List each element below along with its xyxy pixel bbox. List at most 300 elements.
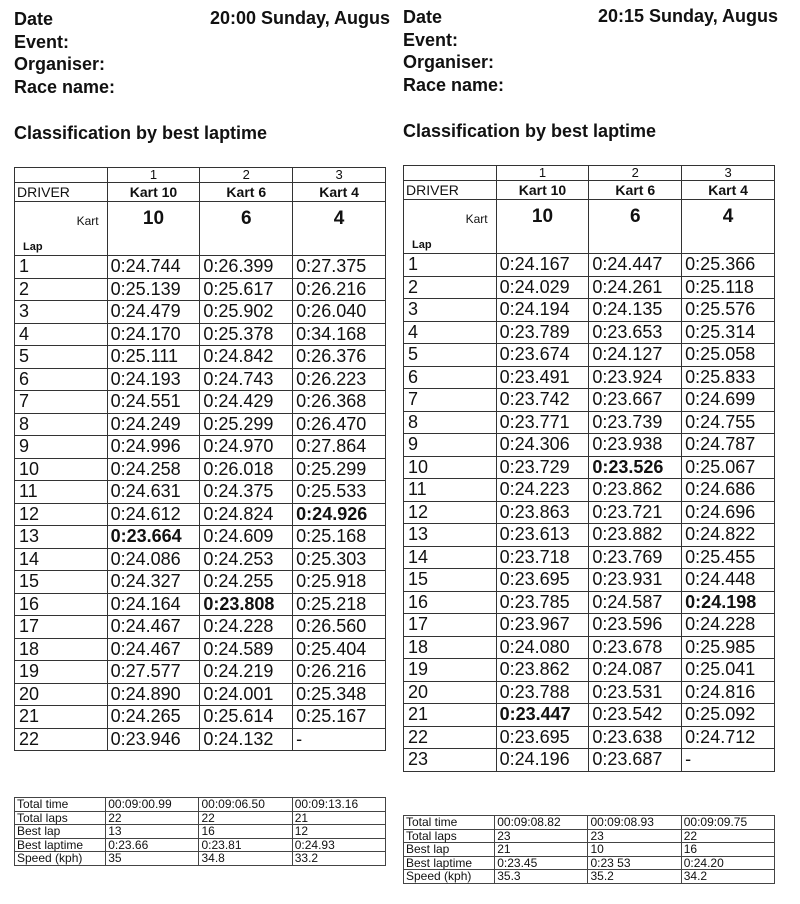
summary-value: 33.2: [292, 852, 385, 866]
lap-number: 7: [15, 391, 108, 414]
kart-lap-label-cell: [404, 200, 497, 254]
lap-time: 0:23.596: [589, 614, 682, 637]
lap-row: [15, 728, 386, 751]
event-label: Event:: [14, 31, 70, 52]
lap-time: 0:24.890: [107, 683, 200, 706]
lap-time: 0:25.111: [107, 346, 200, 369]
result-sheet-right: [400, 0, 800, 904]
driver-label: DRIVER: [15, 183, 108, 202]
lap-time: 0:24.587: [589, 591, 682, 614]
lap-row: [15, 278, 386, 301]
lap-time: 0:34.168: [293, 323, 386, 346]
lap-number: 5: [404, 344, 497, 367]
lap-time: 0:23.729: [496, 456, 589, 479]
lap-number: 20: [15, 683, 108, 706]
lap-time: 0:26.368: [293, 391, 386, 414]
lap-time: 0:26.399: [200, 256, 293, 279]
lap-row: [15, 571, 386, 594]
lap-number: 9: [404, 434, 497, 457]
lap-time: 0:23.863: [496, 501, 589, 524]
lap-time: 0:24.087: [589, 659, 682, 682]
lap-number: 11: [404, 479, 497, 502]
best-lap-time: 0:24.926: [293, 503, 386, 526]
lap-rows: [15, 256, 386, 751]
lap-time: 0:26.223: [293, 368, 386, 391]
lap-time: 0:25.058: [682, 344, 775, 367]
kart-label: Kart: [465, 212, 488, 226]
summary-label: Speed (kph): [15, 852, 106, 866]
lap-time: 0:23.862: [589, 479, 682, 502]
position-cell: 2: [589, 166, 682, 181]
lap-time: 0:25.314: [682, 321, 775, 344]
lap-number: 22: [15, 728, 108, 751]
lap-row: [404, 276, 775, 299]
lap-number: 10: [404, 456, 497, 479]
lap-time: 0:24.375: [200, 481, 293, 504]
lap-time: 0:25.614: [200, 706, 293, 729]
lap-row: [15, 661, 386, 684]
lap-number: 4: [404, 321, 497, 344]
lap-time: 0:24.696: [682, 501, 775, 524]
summary-rows: [404, 816, 775, 884]
lap-time: 0:24.080: [496, 636, 589, 659]
lap-time: 0:25.167: [293, 706, 386, 729]
lap-time: 0:24.686: [682, 479, 775, 502]
lap-time: 0:24.631: [107, 481, 200, 504]
summary-label: Total time: [404, 816, 495, 830]
driver-name: Kart 4: [682, 181, 775, 200]
lap-row: [15, 548, 386, 571]
lap-time: 0:24.223: [496, 479, 589, 502]
lap-time: 0:25.533: [293, 481, 386, 504]
lap-number: 20: [404, 681, 497, 704]
lap-row: [404, 546, 775, 569]
best-lap-time: 0:23.447: [496, 704, 589, 727]
lap-time: 0:24.816: [682, 681, 775, 704]
lap-time: 0:24.589: [200, 638, 293, 661]
lap-time: 0:25.617: [200, 278, 293, 301]
summary-value: 16: [681, 843, 774, 857]
summary-value: 0:24.93: [292, 838, 385, 852]
lap-time: 0:23.938: [589, 434, 682, 457]
lap-time: 0:23.695: [496, 569, 589, 592]
lap-time: 0:25.348: [293, 683, 386, 706]
lap-time: 0:24.609: [200, 526, 293, 549]
summary-row: [15, 825, 386, 839]
kart-number: 6: [589, 200, 682, 254]
lap-time: 0:24.755: [682, 411, 775, 434]
lap-row: [404, 749, 775, 772]
kart-number: 4: [682, 200, 775, 254]
lap-time: 0:24.970: [200, 436, 293, 459]
lap-row: [15, 458, 386, 481]
lap-time: 0:26.560: [293, 616, 386, 639]
lap-number: 8: [404, 411, 497, 434]
position-cell: 1: [107, 168, 200, 183]
date-label: Date: [403, 7, 443, 27]
lap-number: 13: [15, 526, 108, 549]
driver-label: DRIVER: [404, 181, 497, 200]
lap-number: 17: [15, 616, 108, 639]
lap-time: 0:27.375: [293, 256, 386, 279]
lap-time: 0:24.787: [682, 434, 775, 457]
lap-number: 2: [404, 276, 497, 299]
summary-value: 21: [292, 811, 385, 825]
summary-value: 35.2: [588, 870, 681, 884]
date-label: Date: [14, 9, 54, 29]
lap-time: 0:24.258: [107, 458, 200, 481]
summary-label: Speed (kph): [404, 870, 495, 884]
lap-row: [15, 301, 386, 324]
lap-number: 22: [404, 726, 497, 749]
lap-number: 3: [15, 301, 108, 324]
summary-row: [15, 852, 386, 866]
position-cell: 3: [682, 166, 775, 181]
lap-number: 6: [404, 366, 497, 389]
lap-row: [404, 524, 775, 547]
summary-row: [15, 811, 386, 825]
best-lap-time: 0:24.198: [682, 591, 775, 614]
lap-time: 0:24.193: [107, 368, 200, 391]
summary-value: 13: [106, 825, 199, 839]
lap-number: 16: [15, 593, 108, 616]
lap-time: 0:24.167: [496, 254, 589, 277]
driver-name: Kart 10: [107, 183, 200, 202]
summary-value: 00:09:06.50: [199, 798, 292, 812]
lap-row: [15, 481, 386, 504]
position-cell: 3: [293, 168, 386, 183]
lap-time: 0:24.261: [589, 276, 682, 299]
summary-value: 22: [106, 811, 199, 825]
lap-time: 0:24.479: [107, 301, 200, 324]
lap-row: [15, 368, 386, 391]
lap-row: [15, 706, 386, 729]
lap-time: 0:23.931: [589, 569, 682, 592]
lap-row: [15, 391, 386, 414]
lap-time: 0:23.718: [496, 546, 589, 569]
lap-number: 12: [404, 501, 497, 524]
lap-time: 0:25.378: [200, 323, 293, 346]
lap-time: 0:25.366: [682, 254, 775, 277]
lap-row: [15, 526, 386, 549]
lap-number: 14: [404, 546, 497, 569]
lap-time: 0:23.695: [496, 726, 589, 749]
kart-row: [15, 202, 386, 256]
summary-row: [404, 829, 775, 843]
lap-row: [15, 413, 386, 436]
lap-time: 0:24.699: [682, 389, 775, 412]
lap-number: 23: [404, 749, 497, 772]
position-cell: 2: [200, 168, 293, 183]
lap-time: 0:24.842: [200, 346, 293, 369]
summary-value: 12: [292, 825, 385, 839]
lap-time: 0:26.040: [293, 301, 386, 324]
lap-row: [404, 321, 775, 344]
lap-number: 13: [404, 524, 497, 547]
lap-row: [404, 681, 775, 704]
lap-time: 0:24.265: [107, 706, 200, 729]
lap-time: 0:24.029: [496, 276, 589, 299]
lap-number: 14: [15, 548, 108, 571]
summary-value: 23: [588, 829, 681, 843]
lap-number: 7: [404, 389, 497, 412]
position-cell: 1: [496, 166, 589, 181]
position-row: [404, 166, 775, 181]
summary-label: Best laptime: [15, 838, 106, 852]
lap-time: 0:25.576: [682, 299, 775, 322]
lap-time: 0:24.824: [200, 503, 293, 526]
summary-label: Total laps: [404, 829, 495, 843]
lap-table: [14, 167, 386, 751]
summary-label: Total laps: [15, 811, 106, 825]
lap-row: [15, 323, 386, 346]
lap-time: 0:23.788: [496, 681, 589, 704]
driver-row: [404, 181, 775, 200]
lap-time: 0:24.249: [107, 413, 200, 436]
lap-number: 21: [404, 704, 497, 727]
summary-row: [15, 798, 386, 812]
lap-time: 0:24.744: [107, 256, 200, 279]
lap-time: 0:23.721: [589, 501, 682, 524]
lap-number: 6: [15, 368, 108, 391]
lap-number: 19: [404, 659, 497, 682]
lap-time: 0:24.429: [200, 391, 293, 414]
lap-time: -: [293, 728, 386, 751]
summary-value: 35: [106, 852, 199, 866]
lap-time: 0:25.299: [200, 413, 293, 436]
lap-time: 0:24.447: [589, 254, 682, 277]
lap-row: [404, 389, 775, 412]
lap-time: 0:25.299: [293, 458, 386, 481]
lap-time: 0:25.092: [682, 704, 775, 727]
lap-row: [404, 591, 775, 614]
summary-table: [403, 815, 775, 884]
lap-time: 0:25.455: [682, 546, 775, 569]
lap-number: 18: [15, 638, 108, 661]
lap-row: [404, 726, 775, 749]
lap-time: 0:24.612: [107, 503, 200, 526]
summary-value: 22: [681, 829, 774, 843]
kart-lap-label-cell: [15, 202, 108, 256]
lap-time: 0:25.067: [682, 456, 775, 479]
lap-number: 18: [404, 636, 497, 659]
summary-value: 0:23.81: [199, 838, 292, 852]
lap-time: 0:24.996: [107, 436, 200, 459]
lap-row: [15, 683, 386, 706]
lap-time: 0:23.789: [496, 321, 589, 344]
lap-time: -: [682, 749, 775, 772]
lap-time: 0:24.306: [496, 434, 589, 457]
lap-time: 0:23.862: [496, 659, 589, 682]
lap-time: 0:24.448: [682, 569, 775, 592]
lap-row: [404, 636, 775, 659]
summary-value: 0:23.45: [495, 856, 588, 870]
lap-time: 0:23.531: [589, 681, 682, 704]
lap-time: 0:23.674: [496, 344, 589, 367]
lap-number: 10: [15, 458, 108, 481]
lap-time: 0:24.253: [200, 548, 293, 571]
empty-cell: [404, 166, 497, 181]
organiser-label: Organiser:: [14, 54, 106, 74]
lap-time: 0:23.882: [589, 524, 682, 547]
lap-number: 11: [15, 481, 108, 504]
lap-label: Lap: [412, 239, 432, 251]
lap-row: [404, 614, 775, 637]
lap-row: [404, 299, 775, 322]
summary-value: 35.3: [495, 870, 588, 884]
lap-time: 0:26.470: [293, 413, 386, 436]
best-lap-time: 0:23.664: [107, 526, 200, 549]
race-name-label: Race name:: [403, 74, 505, 95]
summary-label: Best lap: [404, 843, 495, 857]
lap-time: 0:25.139: [107, 278, 200, 301]
summary-rows: [15, 798, 386, 866]
lap-row: [15, 616, 386, 639]
lap-number: 17: [404, 614, 497, 637]
lap-time: 0:24.194: [496, 299, 589, 322]
driver-name: Kart 6: [589, 181, 682, 200]
summary-value: 00:09:09.75: [681, 816, 774, 830]
lap-time: 0:24.228: [682, 614, 775, 637]
empty-cell: [15, 168, 108, 183]
race-name-label: Race name:: [14, 76, 116, 97]
lap-time: 0:23.667: [589, 389, 682, 412]
lap-row: [404, 704, 775, 727]
lap-time: 0:24.127: [589, 344, 682, 367]
summary-label: Best lap: [15, 825, 106, 839]
lap-time: 0:25.902: [200, 301, 293, 324]
lap-row: [404, 479, 775, 502]
lap-time: 0:23.653: [589, 321, 682, 344]
lap-row: [15, 256, 386, 279]
summary-value: 00:09:08.93: [588, 816, 681, 830]
lap-time: 0:23.924: [589, 366, 682, 389]
lap-time: 0:24.327: [107, 571, 200, 594]
race-datetime: 20:00 Sunday, Augus: [210, 8, 391, 28]
lap-row: [404, 456, 775, 479]
lap-time: 0:23.769: [589, 546, 682, 569]
lap-time: 0:23.771: [496, 411, 589, 434]
lap-row: [404, 434, 775, 457]
lap-number: 3: [404, 299, 497, 322]
page-subtitle: Classification by best laptime: [403, 121, 657, 141]
summary-value: 0:23.66: [106, 838, 199, 852]
lap-row: [15, 593, 386, 616]
summary-row: [404, 816, 775, 830]
organiser-label: Organiser:: [403, 52, 495, 72]
summary-label: Best laptime: [404, 856, 495, 870]
lap-row: [404, 501, 775, 524]
lap-time: 0:24.164: [107, 593, 200, 616]
lap-time: 0:25.218: [293, 593, 386, 616]
summary-value: 22: [199, 811, 292, 825]
lap-time: 0:24.170: [107, 323, 200, 346]
summary-row: [404, 843, 775, 857]
lap-table: [403, 165, 775, 772]
summary-value: 00:09:00.99: [106, 798, 199, 812]
lap-time: 0:24.467: [107, 638, 200, 661]
lap-number: 12: [15, 503, 108, 526]
summary-value: 10: [588, 843, 681, 857]
best-lap-time: 0:23.526: [589, 456, 682, 479]
lap-time: 0:23.785: [496, 591, 589, 614]
lap-time: 0:25.168: [293, 526, 386, 549]
position-row: [15, 168, 386, 183]
lap-row: [404, 659, 775, 682]
lap-number: 5: [15, 346, 108, 369]
kart-number: 6: [200, 202, 293, 256]
lap-time: 0:23.967: [496, 614, 589, 637]
kart-label: Kart: [76, 214, 99, 228]
lap-time: 0:24.196: [496, 749, 589, 772]
lap-number: 9: [15, 436, 108, 459]
lap-time: 0:23.542: [589, 704, 682, 727]
kart-number: 10: [496, 200, 589, 254]
summary-table: [14, 797, 386, 866]
summary-row: [404, 856, 775, 870]
driver-row: [15, 183, 386, 202]
summary-label: Total time: [15, 798, 106, 812]
summary-value: 00:09:08.82: [495, 816, 588, 830]
lap-time: 0:26.376: [293, 346, 386, 369]
kart-number: 4: [293, 202, 386, 256]
lap-time: 0:23.687: [589, 749, 682, 772]
lap-time: 0:26.018: [200, 458, 293, 481]
lap-time: 0:27.864: [293, 436, 386, 459]
lap-time: 0:24.822: [682, 524, 775, 547]
lap-number: 21: [15, 706, 108, 729]
lap-number: 1: [15, 256, 108, 279]
lap-label: Lap: [23, 241, 43, 253]
summary-value: 0:24.20: [681, 856, 774, 870]
lap-row: [15, 436, 386, 459]
summary-value: 21: [495, 843, 588, 857]
summary-value: 34.2: [681, 870, 774, 884]
page-subtitle: Classification by best laptime: [14, 123, 268, 143]
lap-time: 0:24.086: [107, 548, 200, 571]
lap-number: 15: [15, 571, 108, 594]
summary-row: [15, 838, 386, 852]
lap-row: [404, 366, 775, 389]
lap-number: 2: [15, 278, 108, 301]
lap-number: 4: [15, 323, 108, 346]
lap-number: 15: [404, 569, 497, 592]
lap-time: 0:23.491: [496, 366, 589, 389]
lap-time: 0:24.135: [589, 299, 682, 322]
lap-time: 0:25.404: [293, 638, 386, 661]
lap-time: 0:25.041: [682, 659, 775, 682]
lap-time: 0:23.739: [589, 411, 682, 434]
lap-time: 0:24.255: [200, 571, 293, 594]
header-labels: [14, 8, 115, 98]
lap-time: 0:25.985: [682, 636, 775, 659]
lap-rows: [404, 254, 775, 772]
lap-time: 0:27.577: [107, 661, 200, 684]
lap-row: [404, 411, 775, 434]
summary-value: 00:09:13.16: [292, 798, 385, 812]
lap-time: 0:23.613: [496, 524, 589, 547]
lap-time: 0:24.743: [200, 368, 293, 391]
lap-time: 0:24.132: [200, 728, 293, 751]
event-label: Event:: [403, 29, 459, 50]
kart-row: [404, 200, 775, 254]
driver-name: Kart 4: [293, 183, 386, 202]
lap-time: 0:24.001: [200, 683, 293, 706]
lap-number: 1: [404, 254, 497, 277]
lap-row: [15, 638, 386, 661]
lap-time: 0:24.219: [200, 661, 293, 684]
best-lap-time: 0:23.808: [200, 593, 293, 616]
